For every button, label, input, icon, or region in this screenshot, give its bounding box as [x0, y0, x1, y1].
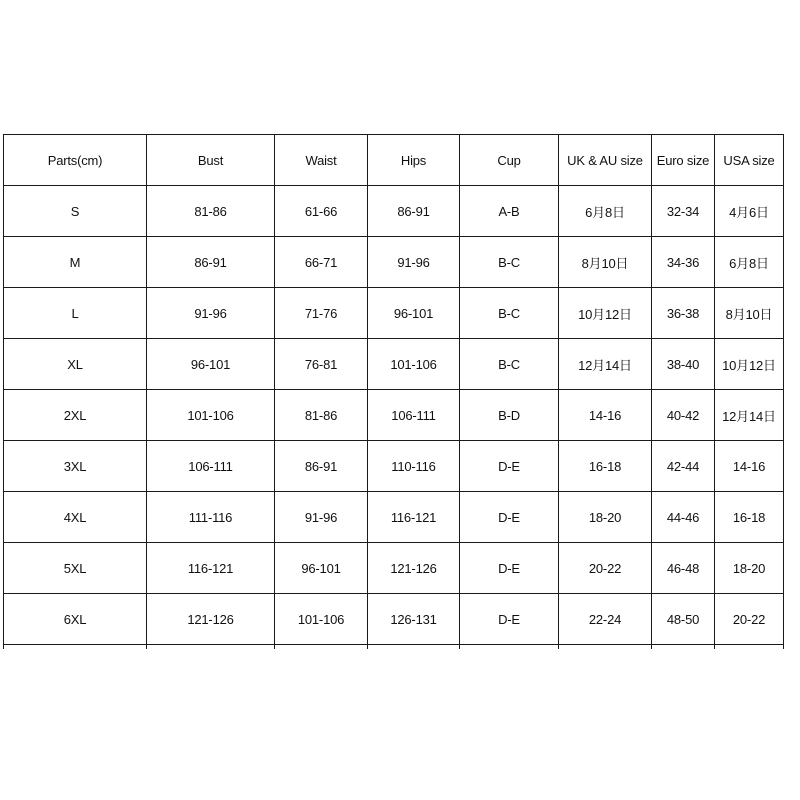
cell-waist: 76-81	[275, 339, 368, 390]
table-tail-row	[4, 645, 784, 650]
cell-bust: 81-86	[147, 186, 275, 237]
cell-size: 4XL	[4, 492, 147, 543]
cell-waist: 86-91	[275, 441, 368, 492]
cell-usa-size: 12月14日	[715, 390, 784, 441]
cell-usa-size: 8月10日	[715, 288, 784, 339]
cell-euro-size: 38-40	[652, 339, 715, 390]
cell-size: S	[4, 186, 147, 237]
tail-cell	[368, 645, 460, 650]
table-row	[4, 594, 784, 645]
cell-bust: 106-111	[147, 441, 275, 492]
cell-cup: D-E	[460, 543, 559, 594]
cell-bust: 111-116	[147, 492, 275, 543]
cell-euro-size: 36-38	[652, 288, 715, 339]
cell-euro-size: 44-46	[652, 492, 715, 543]
cell-waist: 91-96	[275, 492, 368, 543]
cell-euro-size: 46-48	[652, 543, 715, 594]
cell-bust: 116-121	[147, 543, 275, 594]
header-cup: Cup	[460, 135, 559, 186]
cell-waist: 81-86	[275, 390, 368, 441]
cell-cup: D-E	[460, 492, 559, 543]
cell-size: 2XL	[4, 390, 147, 441]
cell-hips: 86-91	[368, 186, 460, 237]
header-waist: Waist	[275, 135, 368, 186]
cell-waist: 96-101	[275, 543, 368, 594]
cell-size: L	[4, 288, 147, 339]
cell-cup: D-E	[460, 441, 559, 492]
cell-hips: 121-126	[368, 543, 460, 594]
cell-usa-size: 6月8日	[715, 237, 784, 288]
cell-size: M	[4, 237, 147, 288]
cell-uk-au-size: 16-18	[559, 441, 652, 492]
cell-euro-size: 34-36	[652, 237, 715, 288]
cell-bust: 86-91	[147, 237, 275, 288]
tail-cell	[147, 645, 275, 650]
cell-cup: B-D	[460, 390, 559, 441]
table-row	[4, 237, 784, 288]
table-body	[4, 186, 784, 650]
cell-size: 6XL	[4, 594, 147, 645]
cell-uk-au-size: 6月8日	[559, 186, 652, 237]
header-euro-size: Euro size	[652, 135, 715, 186]
cell-hips: 116-121	[368, 492, 460, 543]
table-row	[4, 492, 784, 543]
cell-bust: 101-106	[147, 390, 275, 441]
cell-uk-au-size: 14-16	[559, 390, 652, 441]
cell-hips: 110-116	[368, 441, 460, 492]
cell-size: 5XL	[4, 543, 147, 594]
cell-cup: D-E	[460, 594, 559, 645]
header-uk-au-size: UK & AU size	[559, 135, 652, 186]
cell-uk-au-size: 8月10日	[559, 237, 652, 288]
cell-cup: B-C	[460, 339, 559, 390]
cell-usa-size: 4月6日	[715, 186, 784, 237]
cell-hips: 101-106	[368, 339, 460, 390]
cell-uk-au-size: 20-22	[559, 543, 652, 594]
cell-euro-size: 40-42	[652, 390, 715, 441]
table-row	[4, 390, 784, 441]
cell-hips: 96-101	[368, 288, 460, 339]
cell-euro-size: 42-44	[652, 441, 715, 492]
tail-cell	[460, 645, 559, 650]
cell-hips: 126-131	[368, 594, 460, 645]
size-chart-table	[3, 134, 784, 649]
cell-bust: 96-101	[147, 339, 275, 390]
tail-cell	[652, 645, 715, 650]
cell-waist: 61-66	[275, 186, 368, 237]
table-row	[4, 543, 784, 594]
tail-cell	[275, 645, 368, 650]
table-row	[4, 186, 784, 237]
cell-hips: 91-96	[368, 237, 460, 288]
tail-cell	[715, 645, 784, 650]
cell-euro-size: 32-34	[652, 186, 715, 237]
cell-size: 3XL	[4, 441, 147, 492]
cell-usa-size: 20-22	[715, 594, 784, 645]
header-bust: Bust	[147, 135, 275, 186]
cell-size: XL	[4, 339, 147, 390]
cell-euro-size: 48-50	[652, 594, 715, 645]
header-row	[4, 135, 784, 186]
cell-waist: 66-71	[275, 237, 368, 288]
cell-uk-au-size: 22-24	[559, 594, 652, 645]
table-row	[4, 339, 784, 390]
header-usa-size: USA size	[715, 135, 784, 186]
table-row	[4, 441, 784, 492]
tail-cell	[4, 645, 147, 650]
cell-bust: 91-96	[147, 288, 275, 339]
cell-cup: B-C	[460, 288, 559, 339]
cell-cup: A-B	[460, 186, 559, 237]
cell-usa-size: 10月12日	[715, 339, 784, 390]
cell-uk-au-size: 12月14日	[559, 339, 652, 390]
header-parts: Parts(cm)	[4, 135, 147, 186]
cell-usa-size: 14-16	[715, 441, 784, 492]
cell-waist: 71-76	[275, 288, 368, 339]
tail-cell	[559, 645, 652, 650]
cell-usa-size: 16-18	[715, 492, 784, 543]
cell-uk-au-size: 18-20	[559, 492, 652, 543]
cell-usa-size: 18-20	[715, 543, 784, 594]
cell-waist: 101-106	[275, 594, 368, 645]
cell-uk-au-size: 10月12日	[559, 288, 652, 339]
header-hips: Hips	[368, 135, 460, 186]
cell-cup: B-C	[460, 237, 559, 288]
table-row	[4, 288, 784, 339]
cell-hips: 106-111	[368, 390, 460, 441]
cell-bust: 121-126	[147, 594, 275, 645]
